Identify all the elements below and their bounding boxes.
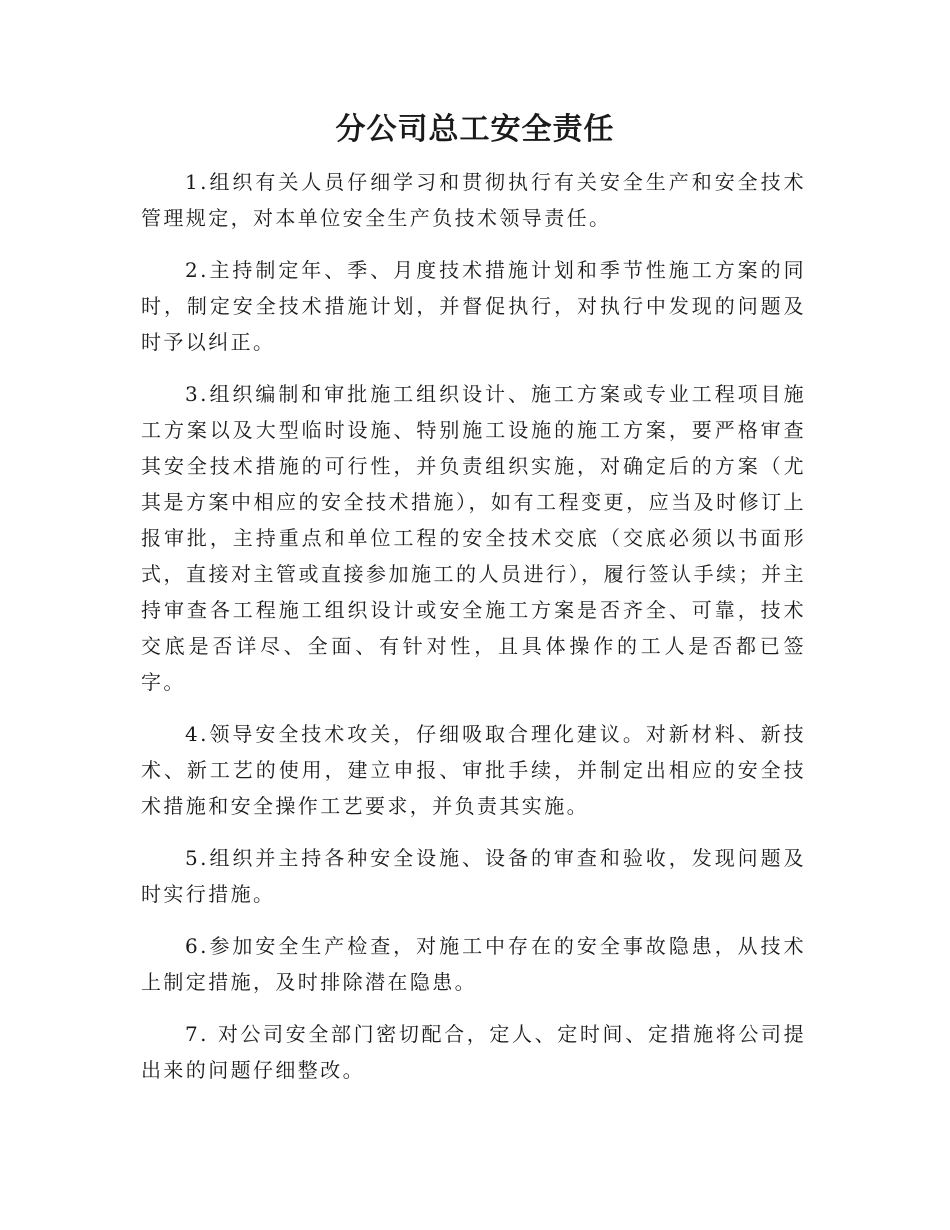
paragraph-3: 3.组织编制和审批施工组织设计、施工方案或专业工程项目施工方案以及大型临时设施、特别施工设施的施工方案，要严格审查其安全技术措施的可行性，并负责组织实施，对确定后的方案（尤其是方案中相应的安全技术措施），如有工程变更，应当及时修订上报审批，主持重点和单位工程的安全技术交底（交底必须以书面形式，直接对主管或直接参加施工的人员进行），履行签认手续；并主持审查各工程施工组织设计或安全施工方案是否齐全、可靠，技术交底是否详尽、全面、有针对性，且具体操作的工人是否都已签字。 (141, 382, 806, 694)
paragraph-1: 1.组织有关人员仔细学习和贯彻执行有关安全生产和安全技术管理规定，对本单位安全生产负技术领导责任。 (141, 170, 806, 230)
paragraph-5: 5.组织并主持各种安全设施、设备的审查和验收，发现问题及时实行措施。 (141, 846, 806, 906)
paragraph-4: 4.领导安全技术攻关，仔细吸取合理化建议。对新材料、新技术、新工艺的使用，建立申报、审批手续，并制定出相应的安全技术措施和安全操作工艺要求，并负责其实施。 (141, 722, 806, 818)
paragraph-7: 7. 对公司安全部门密切配合，定人、定时间、定措施将公司提出来的问题仔细整改。 (141, 1022, 806, 1082)
document-body (141, 164, 806, 1104)
paragraph-6: 6.参加安全生产检查，对施工中存在的安全事故隐患，从技术上制定措施，及时排除潜在隐患。 (141, 934, 806, 994)
document-title: 分公司总工安全责任 (335, 112, 615, 147)
paragraph-2: 2.主持制定年、季、月度技术措施计划和季节性施工方案的同时，制定安全技术措施计划，并督促执行，对执行中发现的问题及时予以纠正。 (141, 258, 806, 354)
